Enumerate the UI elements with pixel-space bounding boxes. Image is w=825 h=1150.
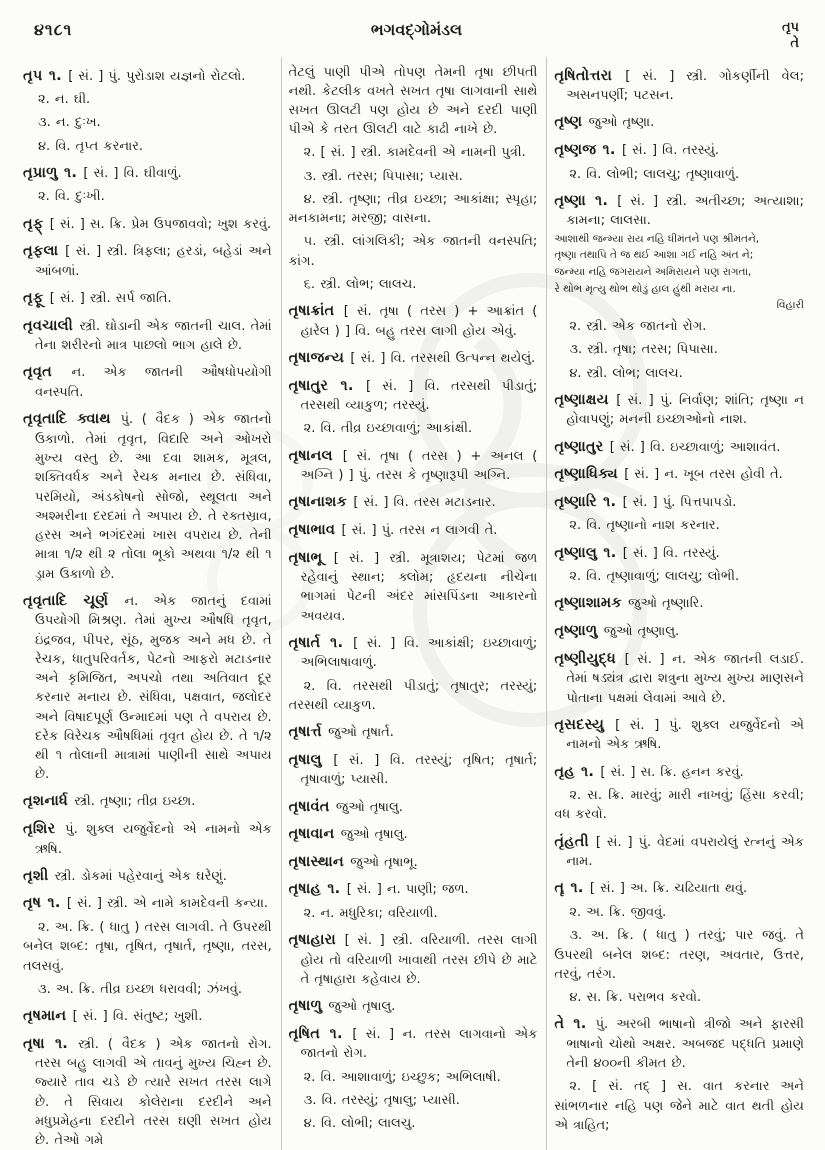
headword: તૃષ્ણા ૧. — [554, 192, 617, 209]
sense-item: ૨. વિ. દુઃખી. — [23, 187, 272, 206]
sense-item: ૨. અ. ક્રિ. ( ધાતુ ) તરસ લાગવી. તે ઉપરથી બનેલ શબ્દ: તૃષા, તૃષિત, તૃષાર્ત, તૃષ્ણા, તરસ, તલસવું. — [23, 918, 272, 976]
sense-item: ૨. ન. ઘી. — [23, 90, 272, 109]
dictionary-entry: તૃવૃત ન. એક જાતની ઔષધોપયોગી વનસ્પતિ. — [23, 361, 272, 402]
column-3 — [547, 57, 813, 1150]
headword: તૃષ્ણાળુ — [554, 622, 603, 639]
headword: તૃષાર્ત ૧. — [289, 634, 353, 651]
page-number: ૪૧૮૧ — [34, 20, 154, 40]
headword: તૃષાર્ત્ત — [289, 723, 328, 740]
dictionary-entry: તૃષ્ણાક્ષય [ સં. ] પું. નિર્વાણ; શાંતિ; તૃષ્ણા ન હોવાપણું; મનની ઇચ્છાઓનો નાશ. — [554, 389, 804, 430]
column-2 — [282, 57, 548, 1150]
dictionary-entry: તૃફૂ [ સં. ] સ્ત્રી. સર્પ જાતિ. — [23, 287, 272, 309]
sense-item: ૨. ન. મધુરિકા; વરિયાળી. — [289, 904, 538, 923]
dictionary-entry: તૃષાક્રાંત [ સં. તૃષા ( તરસ ) + આક્રાંત ( હારેલ ) ] વિ. બહુ તરસ લાગી હોય એવું. — [289, 300, 538, 341]
headword: તૃષ્ણાધિક્ય — [554, 465, 624, 482]
dictionary-entry: તૃષાર્ત ૧. [ સં. ] વિ. આકાંક્ષી; ઇચ્છાવાળું; અભિલાષાવાળું. — [289, 632, 538, 673]
headword: તૃષાવંત — [289, 798, 336, 815]
headword: તૃહ ૧. — [554, 763, 600, 780]
dictionary-entry: તૃશિર પું. શુક્લ યજુર્વેદનો એ નામનો એક ઋષિ. — [23, 818, 272, 859]
sense-item: ૨. [ સં. તદ્ ] સ. વાત કરનાર અને સાંભળનાર નહિ પણ જેને માટે વાત થતી હોય એ ત્રાહિત; — [554, 1077, 804, 1135]
headword: તૃષાક્રાંત — [289, 302, 344, 319]
headword: તૃપ ૧. — [23, 67, 68, 84]
headword: તૃષાતુર ૧. — [289, 377, 366, 394]
headword: તૃવૃતાદિ ચૂર્ણ — [23, 592, 124, 609]
dictionary-entry: તૃષ્ણા ૧. [ સં. ] સ્ત્રી. અતીચ્છા; અત્યાશા; કામના; લાલસા. — [554, 190, 804, 231]
guide-word-top: તૃપ — [679, 20, 799, 36]
dictionary-entry: તૃષાવંત જુઓ તૃષાલુ. — [289, 796, 538, 818]
dictionary-entry: તૃવચાલી સ્ત્રી. ઘોડાની એક જાતની ચાલ. તેમાં તેના શરીરનો માત્ર પાછલો ભાગ હાલે છે. — [23, 315, 272, 356]
dictionary-entry: તૃફ્ [ સં. ] સ. ક્રિ. પ્રેમ ઉપજાવવો; ખુશ કરવું. — [23, 213, 272, 235]
dictionary-entry: તૃફલા [ સં. ] સ્ત્રી. ત્રિફલા; હરડાં, બહેડાં અને આંબળાં. — [23, 240, 272, 281]
headword: તૄ ૧. — [554, 879, 590, 896]
headword: તે ૧. — [554, 1015, 595, 1032]
dictionary-entry: તૃષ્ણાધિક્ય [ સં. ] ન. ખૂબ તરસ હોવી તે. — [554, 463, 804, 485]
sense-item: ૪. વિ. લોભી; લાલચુ. — [289, 1114, 538, 1133]
headword: તૃષિતોત્તરા — [554, 67, 625, 84]
column-1 — [16, 57, 282, 1150]
headword: તૃવચાલી — [23, 317, 79, 334]
dictionary-entry: તૃષાભૂ [ સં. ] સ્ત્રી. મૂત્રાશય; પેટમાં જળ રહેવાનું સ્થાન; ક્લોમ; હૃદયના નીચેના ભાગમાં પેટની અંદર માંસપિંડના આકારનો અવયવ. — [289, 547, 538, 626]
sense-item: ૨. સ. ક્રિ. મારવું; મારી નાખવું; હિંસા કરવી; વધ કરવો. — [554, 786, 804, 824]
dictionary-entry: તૃષ્ણાશામક જુઓ તૃષ્ણારિ. — [554, 592, 804, 614]
headword: તૃશનાર્ધ — [23, 792, 74, 809]
dictionary-entry: તૃષાલુ [ સં. ] વિ. તરસ્યું; તૃષિત; તૃષાર્ત; તૃષાવાળું; પ્યાસી. — [289, 749, 538, 790]
headword: તૃષ્ણાલુ ૧. — [554, 544, 622, 561]
headword: તૃશી — [23, 867, 55, 884]
headword: તૃષ્ણીયુદ્ધ — [554, 650, 624, 667]
sense-item: ૨. વિ. તૃષ્ણાવાળું; લાલચુ; લોભી. — [554, 567, 804, 586]
sense-item: ૨. વિ. લોભી; લાલચુ; તૃષ્ણાવાળું. — [554, 165, 804, 184]
headword: તૃષ્ણાશામક — [554, 594, 628, 611]
sense-item: ૪. વિ. તૃપ્ત કરનાર. — [23, 137, 272, 156]
dictionary-columns — [0, 55, 825, 1150]
headword: તૃષિત ૧. — [289, 1025, 353, 1042]
dictionary-entry: તૃષાનાશક [ સં. ] વિ. તરસ મટાડનાર. — [289, 491, 538, 513]
headword: તૃફ્ — [23, 215, 50, 232]
headword: તૃપ્રાળુ ૧. — [23, 164, 83, 181]
headword: તૃફલા — [23, 242, 65, 259]
dictionary-entry: તૃશી સ્ત્રી. ડોકમાં પહેરવાનું એક ઘરેણું. — [23, 865, 272, 887]
dictionary-entry: તૃષ્ણારિ ૧. [ સં. ] પું. પિત્તપાપડો. — [554, 491, 804, 513]
guide-word-bottom: તે — [679, 36, 799, 52]
headword: તૃષાહ ૧. — [289, 880, 347, 897]
dictionary-entry: તૃષિત ૧. [ સં. ] ન. તરસ લાગવાનો એક જાતનો રોગ. — [289, 1023, 538, 1064]
dictionary-entry: તૃષિતોત્તરા [ સં. ] સ્ત્રી. ગોકર્ણીની વેલ; અસનપર્ણી; પટસન. — [554, 65, 804, 106]
dictionary-entry: તૃષાવાન જુઓ તૃષાલુ. — [289, 823, 538, 845]
page-title: ભગવદ્ગોમંડલ — [154, 20, 679, 40]
dictionary-entry: તૃવૃતાદિ ચૂર્ણ ન. એક જાતનું દવામાં ઉપયોગી મિશ્રણ. તેમાં મુખ્ય ઔષધિ તૃવૃત, ઇંદ્રજવ, પીપર, સૂંઠ, મુજક અને મધ છે. તે રેચક, ધાતુપરિવર્તક, પેટનો આફરો મટાડનાર અને કૃમિજિત, અપચો તથા અતિવાત દૂર કરનાર મનાય છે. સંધિવા, પક્ષવાત, જલોદર અને વિષાદપૂર્ણ ઉન્માદમાં પણ તે વપરાય છે. દરેક વિરેચક ઔષધિમાં તૃવૃત હોય છે. તે ૧/૨ થી ૧ તોલાની માત્રામાં પાણીની સાથે અપાય છે. — [23, 590, 272, 785]
verse-line: જન્મ્યા નહિ જગરાયને અમિરાયને પણ રાગતા, — [554, 265, 804, 281]
headword: તૃવૃતાદિ ક્વાથ — [23, 410, 121, 427]
headword: તૃષ્ણાક્ષય — [554, 391, 616, 408]
sense-item: ૪. સ. ક્રિ. પરાભવ કરવો. — [554, 988, 804, 1007]
headword: તૃશિર — [23, 820, 65, 837]
headword: તૃષાળુ — [289, 997, 329, 1014]
dictionary-entry: તૃસદસ્યુ [ સં. ] પું. શુક્લ યજુર્વેદનો એ નામનો એક ઋષિ. — [554, 714, 804, 755]
sense-item: ૩. સ્ત્રી. તરસ; પિપાસા; પ્યાસ. — [289, 167, 538, 186]
headword: તૃષ્ણ — [554, 113, 588, 130]
sense-item: ૫. સ્ત્રી. લાંગલિકી; એક જાતની વનસ્પતિ; કાંગ. — [289, 232, 538, 270]
headword: તૃષાહારા — [289, 931, 345, 948]
dictionary-entry: તૃષાનલ [ સં. તૃષા ( તરસ ) + અનલ ( અગ્નિ ) ] પું. તરસ કે તૃષ્ણારૂપી અગ્નિ. — [289, 445, 538, 486]
guide-words — [679, 20, 799, 53]
sense-item: ૨. [ સં. ] સ્ત્રી. કામદેવની એ નામની પુત્રી. — [289, 143, 538, 162]
dictionary-entry: તૄ ૧. [ સં. ] અ. ક્રિ. ચઢિયાતા થવું. — [554, 877, 804, 899]
headword: તૃષાનલ — [289, 447, 343, 464]
headword: તૃસદસ્યુ — [554, 716, 615, 733]
sense-item: ૨. વિ. આશાવાળું; ઇચ્છુક; અભિલાષી. — [289, 1068, 538, 1087]
headword: તૃષાલુ — [289, 751, 334, 768]
verse-attribution: વિહારી — [554, 298, 804, 314]
dictionary-entry: તૃવૃતાદિ ક્વાથ પું. ( વૈદક ) એક જાતનો ઉકાળો. તેમાં તૃવૃત, વિદારિ અને ઓખરો મુખ્ય વસ્તુ છે. આ દવા શામક, મૂત્રલ, શક્તિવર્ધક અને રેચક મનાય છે. સંધિવા, પરમિયો, અંડકોષનો સોજો, સ્થૂલતા અને અશ્મરીના દરદમાં તે અપાય છે. તે રક્તસ્રાવ, હરસ અને ભગંદરમાં ખાસ વપરાય છે. તેની માત્રા ૧/૨ થી ૨ તોલા ભૂકો અથવા ૧/૨ થી ૧ ડ્રામ ઉકાળો છે. — [23, 408, 272, 583]
sense-item: ૩. અ. ક્રિ. ( ધાતુ ) તરવું; પાર જવું. તે ઉપરથી બનેલ શબ્દ: તરણ, અવતાર, ઉત્તર, તરવું, તરંગ. — [554, 926, 804, 984]
page-header — [0, 0, 825, 55]
verse-line: રે થોભ મૃત્યુ થોભ થોડું હાલ હુંથી મરાય ના. — [554, 282, 804, 298]
dictionary-entry: તૃષ્ણજ ૧. [ સં. ] વિ. તરસ્યું. — [554, 139, 804, 161]
sense-item: ૩. વિ. તરસ્યું; તૃષાલુ; પ્યાસી. — [289, 1091, 538, 1110]
sense-item: ૪. સ્ત્રી. લોભ; લાલચ. — [554, 364, 804, 383]
dictionary-entry: તૃષાજન્ય [ સં. ] વિ. તરસથી ઉત્પન્ન થયેલું. — [289, 347, 538, 369]
sense-item: ૩. સ્ત્રી. તૃષા; તરસ; પિપાસા. — [554, 340, 804, 359]
dictionary-entry: તૃષાહ ૧. [ સં. ] ન. પાણી; જળ. — [289, 878, 538, 900]
headword: તૃષાભાવ — [289, 521, 342, 538]
dictionary-entry: તૃષાહારા [ સં. ] સ્ત્રી. વરિયાળી. તરસ લાગી હોય તો વરિયાળી ખાવાથી તરસ છીપે છે માટે તે તૃષાહારા કહેવાય છે. — [289, 929, 538, 989]
sense-item: ૩. અ. ક્રિ. તીવ્ર ઇચ્છા ધરાવવી; ઝંખવું. — [23, 980, 272, 999]
dictionary-entry: તૃષ્ણાતુર [ સં. ] વિ. ઇચ્છાવાળું; આશાવંત. — [554, 436, 804, 458]
dictionary-entry: તૃષાભાવ [ સં. ] પું. તરસ ન લાગવી તે. — [289, 519, 538, 541]
headword: તૃષ્ણજ ૧. — [554, 141, 622, 158]
headword: તૃષ્ણારિ ૧. — [554, 493, 622, 510]
dictionary-entry: તૃષમાન [ સં. ] વિ. સંતુષ્ટ; ખુશી. — [23, 1005, 272, 1027]
headword: તૃંહતી — [554, 833, 596, 850]
sense-item: ૨. વિ. તીવ્ર ઇચ્છાવાળું; આકાંક્ષી. — [289, 419, 538, 438]
entry-continuation: તેટલું પાણી પીએ તોપણ તેમની તૃષા છીપતી નથી. કેટલીક વખતે સખત તૃષા લાગવાની સાથે સખત ઊલટી પણ હોય છે અને દરદી પાણી પીએ કે તરત ઊલટી વાટે કાઢી નાખે છે. — [289, 63, 538, 140]
sense-item: ૨. અ. ક્રિ. જીવવું. — [554, 903, 804, 922]
dictionary-entry: તૃષાર્ત્ત જુઓ તૃષાર્ત. — [289, 721, 538, 743]
dictionary-entry: તે ૧. પું. અરબી ભાષાનો ત્રીજો અને ફારસી ભાષાનો ચોથો અક્ષર. અબજદ પદ્ધતિ પ્રમાણે તેની ૪૦૦ની કીમત છે. — [554, 1013, 804, 1073]
dictionary-entry: તૃષ્ણાલુ ૧. [ સં. ] વિ. તરસ્યું. — [554, 542, 804, 564]
headword: તૃફૂ — [23, 289, 50, 306]
verse-line: તૃષ્ણા તથાપિ તે જ થઈ આશા ગઈ નહિ અંત ને; — [554, 248, 804, 264]
dictionary-entry: તૃપ ૧. [ સં. ] પું. પુરોડાશ યજ્ઞનો રોટલો. — [23, 65, 272, 87]
dictionary-entry: તૃષ ૧. [ સં. ] સ્ત્રી. એ નામે કામદેવની કન્યા. — [23, 892, 272, 914]
dictionary-entry: તૃપ્રાળુ ૧. [ સં. ] વિ. ઘીવાળું. — [23, 162, 272, 184]
headword: તૃષાવાન — [289, 825, 341, 842]
sense-item: ૪. સ્ત્રી. તૃષ્ણા; તીવ્ર ઇચ્છા; આકાંક્ષા; સ્પૃહા; મનકામના; મરજી; વાસના. — [289, 190, 538, 228]
sense-item: ૨. વિ. તૃષ્ણાનો નાશ કરનાર. — [554, 516, 804, 535]
dictionary-entry: તૃંહતી [ સં. ] પું. વેદમાં વપરાયેલું રત્નનું એક નામ. — [554, 831, 804, 872]
headword: તૃષા ૧. — [23, 1035, 78, 1052]
dictionary-entry: તૃષાળુ જુઓ તૃષાલુ. — [289, 995, 538, 1017]
verse-line: આશાથી જન્મ્યા રાય નહિ ધીમંતને પણ શ્રીમંતને, — [554, 232, 804, 248]
sense-item: ૩. ન. દુઃખ. — [23, 113, 272, 132]
headword: તૃવૃત — [23, 363, 72, 380]
dictionary-entry: તૃશનાર્ધ સ્ત્રી. તૃષ્ણા; તીવ્ર ઇચ્છા. — [23, 790, 272, 812]
dictionary-entry: તૃષાતુર ૧. [ સં. ] વિ. તરસથી પીડાતું; તરસથી વ્યાકુળ; તરસ્યું. — [289, 375, 538, 416]
headword: તૃષાસ્થાન — [289, 853, 351, 870]
dictionary-entry: તૃષ્ણ જુઓ તૃષ્ણા. — [554, 111, 804, 133]
sense-item: ૨. વિ. તરસથી પીડાતું; તૃષાતુર; તરસ્યું; તરસથી વ્યાકુળ. — [289, 677, 538, 715]
dictionary-entry: તૃષા ૧. સ્ત્રી. ( વૈદક ) એક જાતનો રોગ. તરસ બહુ લાગવી એ તાવનું મુખ્ય ચિહ્ન છે. જ્યારે તાવ ચડે છે ત્યારે સખત તરસ લાગે છે. તે સિવાય કોલેરાના દરદીને અને મધુપ્રમેહના દરદીને તરસ ઘણી સખત હોય છે. તેઓ ગમે — [23, 1033, 272, 1150]
headword: તૃષમાન — [23, 1007, 73, 1024]
dictionary-entry: તૃષ્ણાળુ જુઓ તૃષ્ણાલુ. — [554, 620, 804, 642]
headword: તૃષ્ણાતુર — [554, 438, 609, 455]
dictionary-entry: તૃહ ૧. [ સં. ] સ. ક્રિ. હનન કરવું. — [554, 761, 804, 783]
sense-item: ૬. સ્ત્રી. લોભ; લાલચ. — [289, 275, 538, 294]
headword: તૃષાભૂ — [289, 549, 334, 566]
headword: તૃષાનાશક — [289, 493, 354, 510]
headword: તૃષ ૧. — [23, 894, 67, 911]
dictionary-entry: તૃષાસ્થાન જુઓ તૃષાભૂ. — [289, 851, 538, 873]
dictionary-entry: તૃષ્ણીયુદ્ધ [ સં. ] ન. એક જાતની લડાઈ. તેમાં ષડ્યંત્ર દ્વારા શત્રુના મુખ્ય મુખ્ય માણસને પોતાના પક્ષમાં લેવામાં આવે છે. — [554, 648, 804, 708]
headword: તૃષાજન્ય — [289, 349, 351, 366]
sense-item: ૨. સ્ત્રી. એક જાતનો રોગ. — [554, 317, 804, 336]
